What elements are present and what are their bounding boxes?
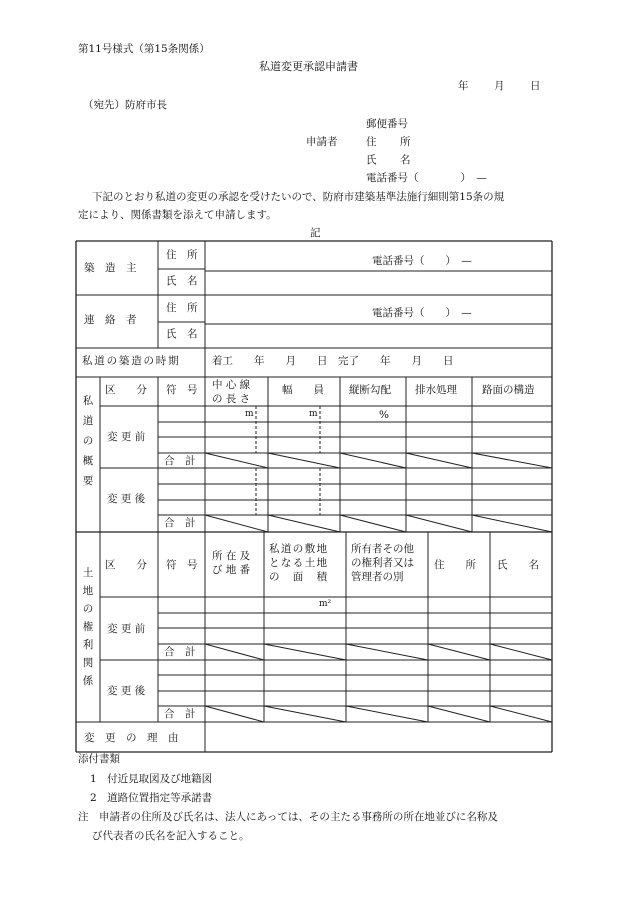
applicant-address-label-1: 住	[366, 136, 377, 148]
location-line-1: 所 在 及	[212, 550, 251, 562]
diagonal-slash	[205, 644, 264, 660]
diagonal-slash	[406, 453, 472, 468]
builder-address-label-1: 住	[166, 249, 177, 261]
rights-label	[81, 568, 95, 694]
overview-kubun-header: 区 分	[105, 384, 147, 396]
body-text-line-1: 下記のとおり私道の変更の承認を受けたいので、防府市建築基準法施行細則第15条の規	[92, 191, 505, 203]
land-area-unit: m²	[319, 599, 332, 609]
reason-label: 変 更 の 理 由	[84, 732, 179, 744]
gradient-unit: %	[379, 409, 389, 421]
rights-location-header	[212, 549, 250, 577]
addressee: （宛先）防府市長	[83, 99, 167, 111]
builder-address-label-2: 所	[187, 249, 198, 261]
overview-gradient-header: 縦断勾配	[349, 384, 391, 396]
diagonal-slash	[490, 706, 552, 722]
rights-owner-header	[351, 542, 414, 584]
applicant-name-label-2: 名	[400, 154, 411, 166]
overview-char: 要	[82, 475, 94, 487]
applicant-name-label-1: 氏	[366, 154, 377, 166]
diagonal-slash	[472, 515, 552, 532]
rights-kubun-header: 区 分	[105, 559, 147, 571]
land-area-line-3: の 面 積	[269, 571, 329, 583]
contact-address-label-1: 住	[166, 302, 177, 314]
diagonal-slash	[268, 515, 340, 532]
rights-name-header: 氏 名	[497, 559, 539, 571]
rights-after-total: 合 計	[164, 708, 196, 720]
rights-after-label: 変 更 後	[107, 685, 146, 697]
attachment-item-1: 1 付近見取図及び地籍図	[90, 773, 213, 785]
overview-char: の	[82, 435, 94, 447]
attachments-title: 添付書類	[78, 753, 120, 765]
diagonal-slash	[205, 453, 268, 468]
location-line-2: び 地 番	[212, 564, 251, 576]
center-length-line-1: 中 心 線	[212, 379, 251, 391]
body-text-line-2: 定により、関係書類を添えて申請します。	[78, 209, 277, 221]
note-line-2: び代表者の氏名を記入すること。	[92, 830, 250, 842]
overview-after-total: 合 計	[164, 517, 196, 529]
note-line-1: 注 申請者の住所及び氏名は、法人にあっては、その主たる事務所の所在地並びに名称及	[78, 811, 498, 823]
builder-name-label-1: 氏	[166, 275, 177, 287]
rights-char: 関	[82, 657, 94, 669]
width-unit: m	[309, 409, 318, 419]
timing-label: 私道の築造の時期	[82, 355, 181, 367]
date-month-label: 月	[494, 80, 505, 92]
attachment-item-2: 2 道路位置指定等承諾書	[90, 792, 213, 804]
diagonal-slash	[340, 515, 406, 532]
overview-width-header: 幅 員	[282, 384, 324, 396]
contact-name-label-1: 氏	[166, 328, 177, 340]
rights-char: 係	[82, 675, 94, 687]
diagonal-slash	[264, 644, 346, 660]
overview-center-length-header	[212, 378, 250, 406]
contact-label: 連 絡 者	[84, 314, 137, 326]
rights-char: 地	[82, 585, 94, 597]
diagonal-slash	[268, 453, 340, 468]
diagonal-slash	[472, 453, 552, 468]
rights-land-area-header	[269, 542, 329, 584]
land-area-line-1: 私道の敷地	[269, 543, 329, 555]
diagonal-slash	[205, 515, 268, 532]
center-length-line-2: の 長 さ	[212, 393, 251, 405]
rights-char: 権	[82, 621, 94, 633]
overview-before-label: 変 更 前	[107, 431, 146, 443]
contact-phone-label: 電話番号（ ） —	[372, 307, 472, 319]
overview-char: 概	[82, 455, 94, 467]
owner-line-3: 管理者の別	[351, 571, 404, 583]
diagonal-slash	[406, 515, 472, 532]
owner-line-2: の権利者又は	[351, 557, 414, 569]
rights-before-label: 変 更 前	[107, 623, 146, 635]
overview-before-total: 合 計	[164, 455, 196, 467]
owner-line-1: 所有者その他	[351, 543, 414, 555]
form-number: 第11号様式（第15条関係）	[78, 43, 210, 55]
overview-drainage-header: 排水処理	[415, 384, 457, 396]
ki-label: 記	[310, 227, 321, 239]
applicant-address-label-2: 所	[400, 136, 411, 148]
diagonal-slash	[205, 706, 264, 722]
applicant-phone-label: 電話番号（ ） —	[366, 172, 487, 184]
builder-name-label-2: 名	[187, 275, 198, 287]
overview-char: 私	[82, 395, 94, 407]
overview-surface-header: 路面の構造	[482, 384, 535, 396]
diagonal-slash	[428, 644, 490, 660]
contact-address-label-2: 所	[187, 302, 198, 314]
builder-label: 築 造 主	[84, 262, 137, 274]
builder-phone-label: 電話番号（ ） —	[372, 255, 472, 267]
applicant-postal-label: 郵便番号	[366, 118, 408, 130]
diagonal-slash	[490, 644, 552, 660]
rights-char: の	[82, 603, 94, 615]
rights-address-header: 住 所	[434, 559, 476, 571]
land-area-line-2: となる土地	[269, 557, 329, 569]
date-day-label: 日	[530, 80, 541, 92]
rights-char: 利	[82, 639, 94, 651]
overview-char: 道	[82, 415, 94, 427]
applicant-label: 申請者	[306, 136, 338, 148]
date-year-label: 年	[458, 80, 469, 92]
center-length-unit: m	[245, 409, 254, 419]
diagonal-slash	[340, 453, 406, 468]
overview-after-label: 変 更 後	[107, 493, 146, 505]
overview-label	[81, 396, 95, 496]
diagonal-slash	[346, 706, 428, 722]
rights-char: 土	[82, 567, 94, 579]
rights-fugo-header: 符 号	[166, 559, 198, 571]
diagonal-slash	[264, 706, 346, 722]
rights-before-total: 合 計	[164, 646, 196, 658]
diagonal-slash	[346, 644, 428, 660]
page-title: 私道変更承認申請書	[259, 60, 358, 73]
diagonal-slash	[428, 706, 490, 722]
timing-value: 着工 年 月 日 完了 年 月 日	[212, 355, 454, 367]
overview-fugo-header: 符 号	[166, 384, 198, 396]
contact-name-label-2: 名	[187, 328, 198, 340]
